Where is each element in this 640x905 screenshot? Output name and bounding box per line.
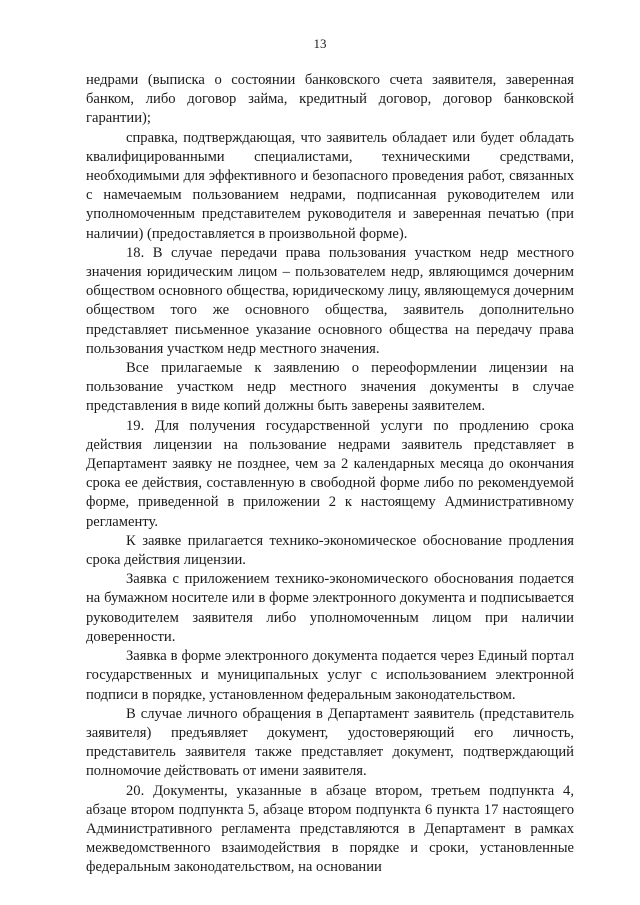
paragraph: К заявке прилагается технико-экономическое обоснование продления срока действия лицензии.: [86, 532, 574, 569]
document-body: [86, 71, 574, 878]
paragraph: 18. В случае передачи права пользования участком недр местного значения юридическим лицом – пользователем недр, являющимся дочерним обществом основного общества, юридическому лицу, являющемуся дочерним обществом того же основного общества, заявитель дополнительно представляет письменное указание основного общества на передачу права пользования участком недр местного значения.: [86, 244, 574, 357]
paragraph: Все прилагаемые к заявлению о переоформлении лицензии на пользование участком недр местного значения документы в случае представления в виде копий должны быть заверены заявителем.: [86, 360, 574, 415]
paragraph: справка, подтверждающая, что заявитель обладает или будет обладать квалифицированными специалистами, техническими средствами, необходимыми для эффективного и безопасного проведения работ, связанных с намечаемым пользованием недрами, подписанная руководителем или уполномоченным представителем руководителя и заверенная печатью (при наличии) (предоставляется в произвольной форме).: [86, 129, 574, 242]
paragraph: Заявка в форме электронного документа подается через Единый портал государственных и муниципальных услуг с использованием электронной подписи в порядке, установленном федеральным законодательством.: [86, 648, 574, 703]
paragraph: недрами (выписка о состоянии банковского счета заявителя, заверенная банком, либо договор займа, кредитный договор, договор банковской гарантии);: [86, 72, 574, 127]
paragraph: 20. Документы, указанные в абзаце втором, третьем подпункта 4, абзаце втором подпункта 5, абзаце втором подпункта 6 пункта 17 настоящего Административного регламента представляются в Департамент в рамках межведомственного взаимодействия в порядке и сроки, установленные федеральным законодательством, на основании: [86, 782, 574, 876]
paragraph: 19. Для получения государственной услуги по продлению срока действия лицензии на пользование недрами заявитель представляет в Департамент заявку не позднее, чем за 2 календарных месяца до окончания срока ее действия, составленную в свободной форме либо по рекомендуемой форме, приведенной в приложении 2 к настоящему Административному регламенту.: [86, 417, 574, 530]
page-number: 13: [313, 36, 327, 51]
paragraph: Заявка с приложением технико-экономического обоснования подается на бумажном носителе или в форме электронного документа и подписывается руководителем заявителя либо уполномоченным лицом при наличии доверенности.: [86, 571, 574, 645]
paragraph: В случае личного обращения в Департамент заявитель (представитель заявителя) предъявляет документ, удостоверяющий его личность, представитель заявителя также представляет документ, подтверждающий полномочие действовать от имени заявителя.: [86, 705, 574, 780]
